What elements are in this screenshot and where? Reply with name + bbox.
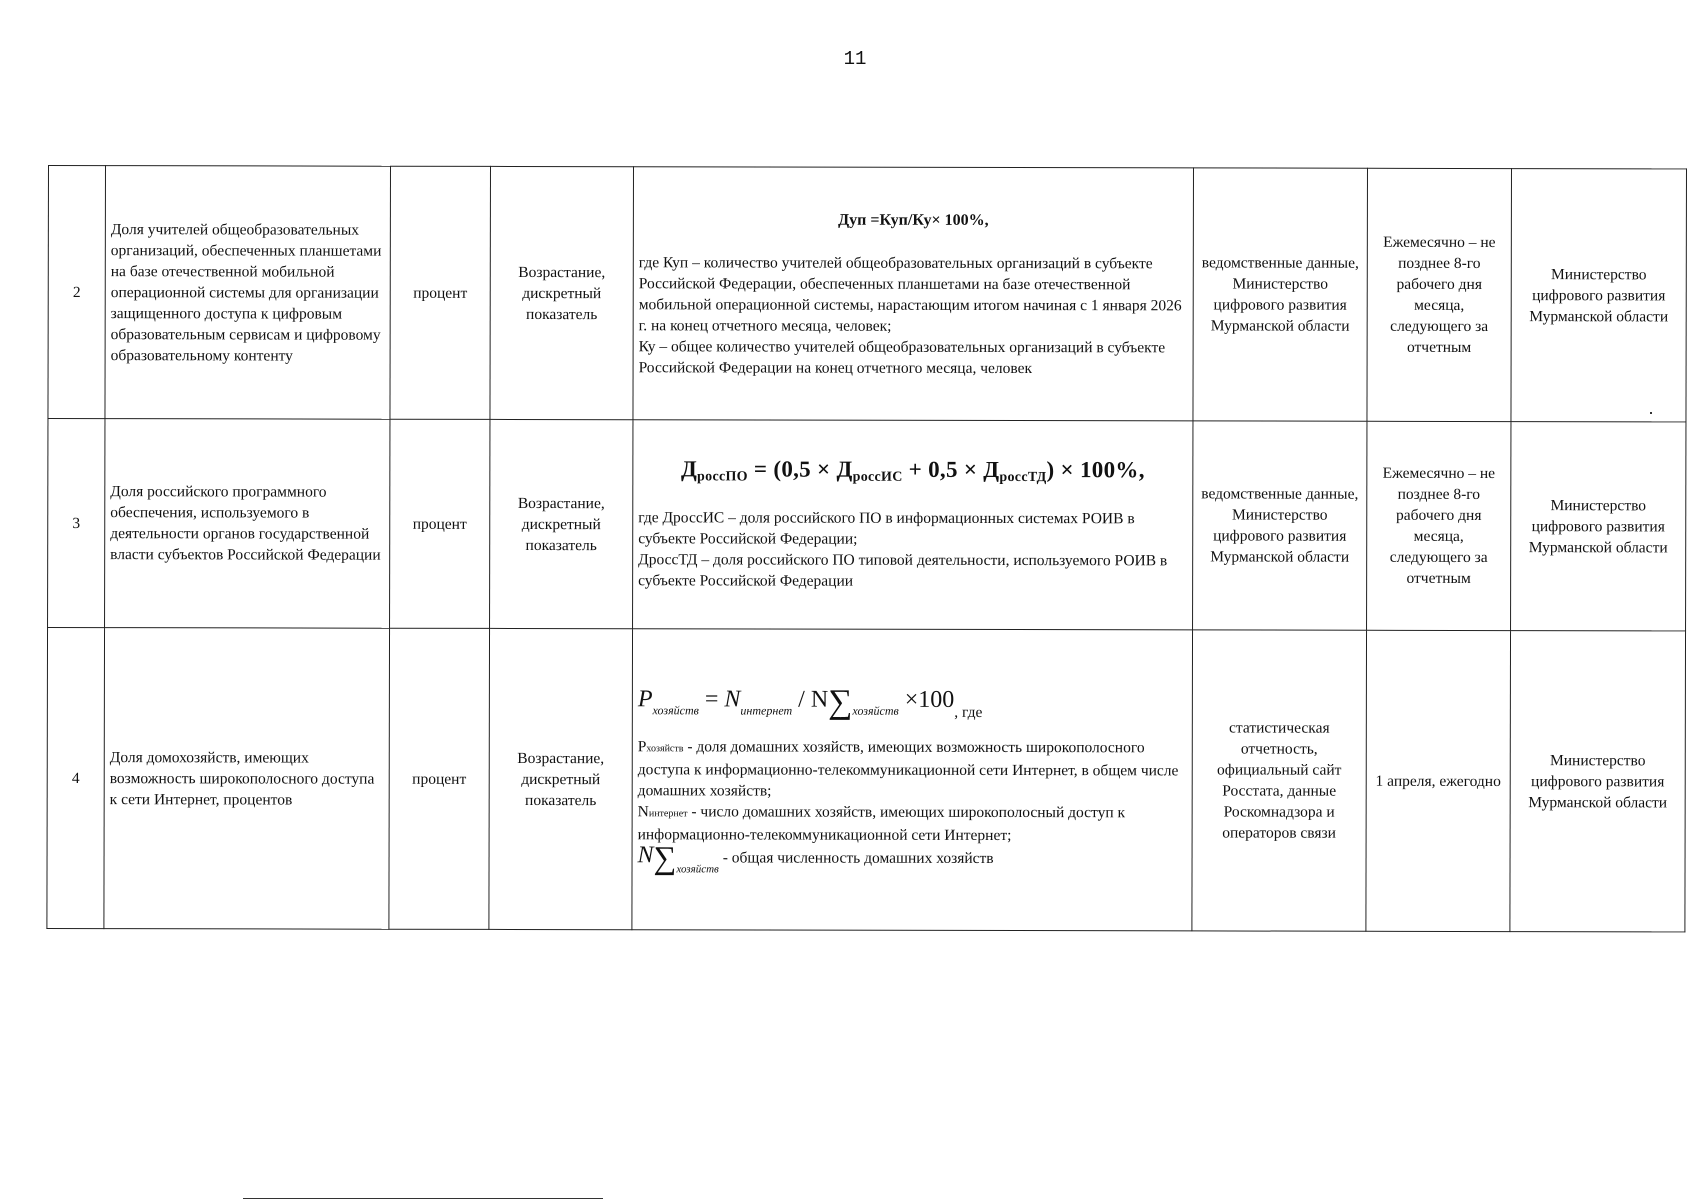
- sigma-symbol: ∑: [828, 683, 853, 721]
- table-row: [47, 628, 1686, 932]
- responsible-body: Министерство цифрового развития Мурманской области: [1511, 422, 1686, 631]
- sigma-symbol: ∑: [653, 838, 677, 875]
- reporting-period: Ежемесячно – не позднее 8-го рабочего дня месяца, следующего за отчетным: [1367, 168, 1512, 421]
- calculation-method: Возрастание, дискретный показатель: [490, 419, 633, 628]
- formula: $P_{хозяйств} = N_{интернет} / N\sum_{хозяйств} \times 100_{, где}$: [637, 683, 983, 721]
- reporting-period: Ежемесячно – не позднее 8-го рабочего дня месяца, следующего за отчетным: [1367, 421, 1511, 630]
- formula-description: Ку – общее количество учителей общеобразовательных организаций в субъекте Российской Федерации на конец отчетного месяца, человек: [638, 337, 1166, 377]
- formula-cell: [632, 629, 1193, 931]
- unit-of-measure: процент: [390, 419, 490, 628]
- responsible-body: Министерство цифрового развития Мурманской области: [1510, 631, 1686, 932]
- reporting-period: 1 апреля, ежегодно: [1366, 630, 1511, 931]
- data-source: ведомственные данные, Министерство цифрового развития Мурманской области: [1193, 168, 1368, 421]
- responsible-body: Министерство цифрового развития Мурманской области: [1511, 169, 1687, 422]
- unit-of-measure: процент: [389, 628, 490, 929]
- calculation-method: Возрастание, дискретный показатель: [490, 166, 634, 419]
- formula-description: ДроссТД – доля российского ПО типовой деятельности, используемого РОИВ в субъекте Российской Федерации: [638, 550, 1168, 590]
- formula-description: $N\sum_{хозяйств}$ - общая численность домашних хозяйств: [637, 838, 994, 875]
- row-number: 4: [47, 628, 105, 929]
- bottom-rule: [243, 1198, 603, 1199]
- calculation-method: Возрастание, дискретный показатель: [489, 628, 633, 929]
- indicator-name: Доля учителей общеобразовательных организаций, обеспеченных планшетами на базе отечественной мобильной операционной системы для организации защищенного доступа к цифровым образовательным сервисам и цифровому образовательному контенту: [105, 166, 391, 420]
- page-number: 11: [843, 48, 867, 70]
- data-source: ведомственные данные, Министерство цифрового развития Мурманской области: [1193, 421, 1367, 630]
- indicator-name: Доля российского программного обеспечения, используемого в деятельности органов государственной власти субъектов Российской Федерации: [105, 419, 390, 629]
- formula-cell: [633, 167, 1194, 421]
- data-source: статистическая отчетность, официальный сайт Росстата, данные Роскомнадзора и операторов связи: [1192, 630, 1367, 931]
- row-number: 2: [48, 166, 106, 419]
- row-number: 3: [48, 419, 105, 628]
- formula: Дуп =Куп/Ку× 100%,: [838, 211, 989, 229]
- formula-description: где Куп – количество учителей общеобразовательных организаций в субъекте Российской Федерации, обеспеченных планшетами на базе отечественной мобильной операционной системы, нарастающим итогом начиная с 1 января 2026 г. на конец отчетного месяца, человек;: [638, 253, 1182, 335]
- table-row: [48, 419, 1686, 631]
- formula-cell: [633, 420, 1193, 630]
- formula-description: Рхозяйств - доля домашних хозяйств, имеющих возможность широкополосного доступа к информационно-телекоммуникационной сети Интернет, в общем числе домашних хозяйств;: [637, 737, 1179, 800]
- table-row: [48, 166, 1687, 422]
- formula-description: Nинтернет - число домашних хозяйств, имеющих широкополосный доступ к информационно-телекоммуникационной сети Интернет;: [637, 802, 1126, 844]
- indicator-name: Доля домохозяйств, имеющих возможность широкополосного доступа к сети Интернет, процентов: [104, 628, 390, 930]
- unit-of-measure: процент: [390, 166, 491, 419]
- formula-description: где ДроссИС – доля российского ПО в информационных системах РОИВ в субъекте Российской Федерации;: [638, 508, 1135, 548]
- formula: $Д_{россПО} = (0,5 \times Д_{россИС} + 0,5 \times Д_{россТД}) \times 100\%$,: [680, 455, 1145, 485]
- indicators-table: [46, 165, 1687, 932]
- scan-speck: [1650, 412, 1652, 414]
